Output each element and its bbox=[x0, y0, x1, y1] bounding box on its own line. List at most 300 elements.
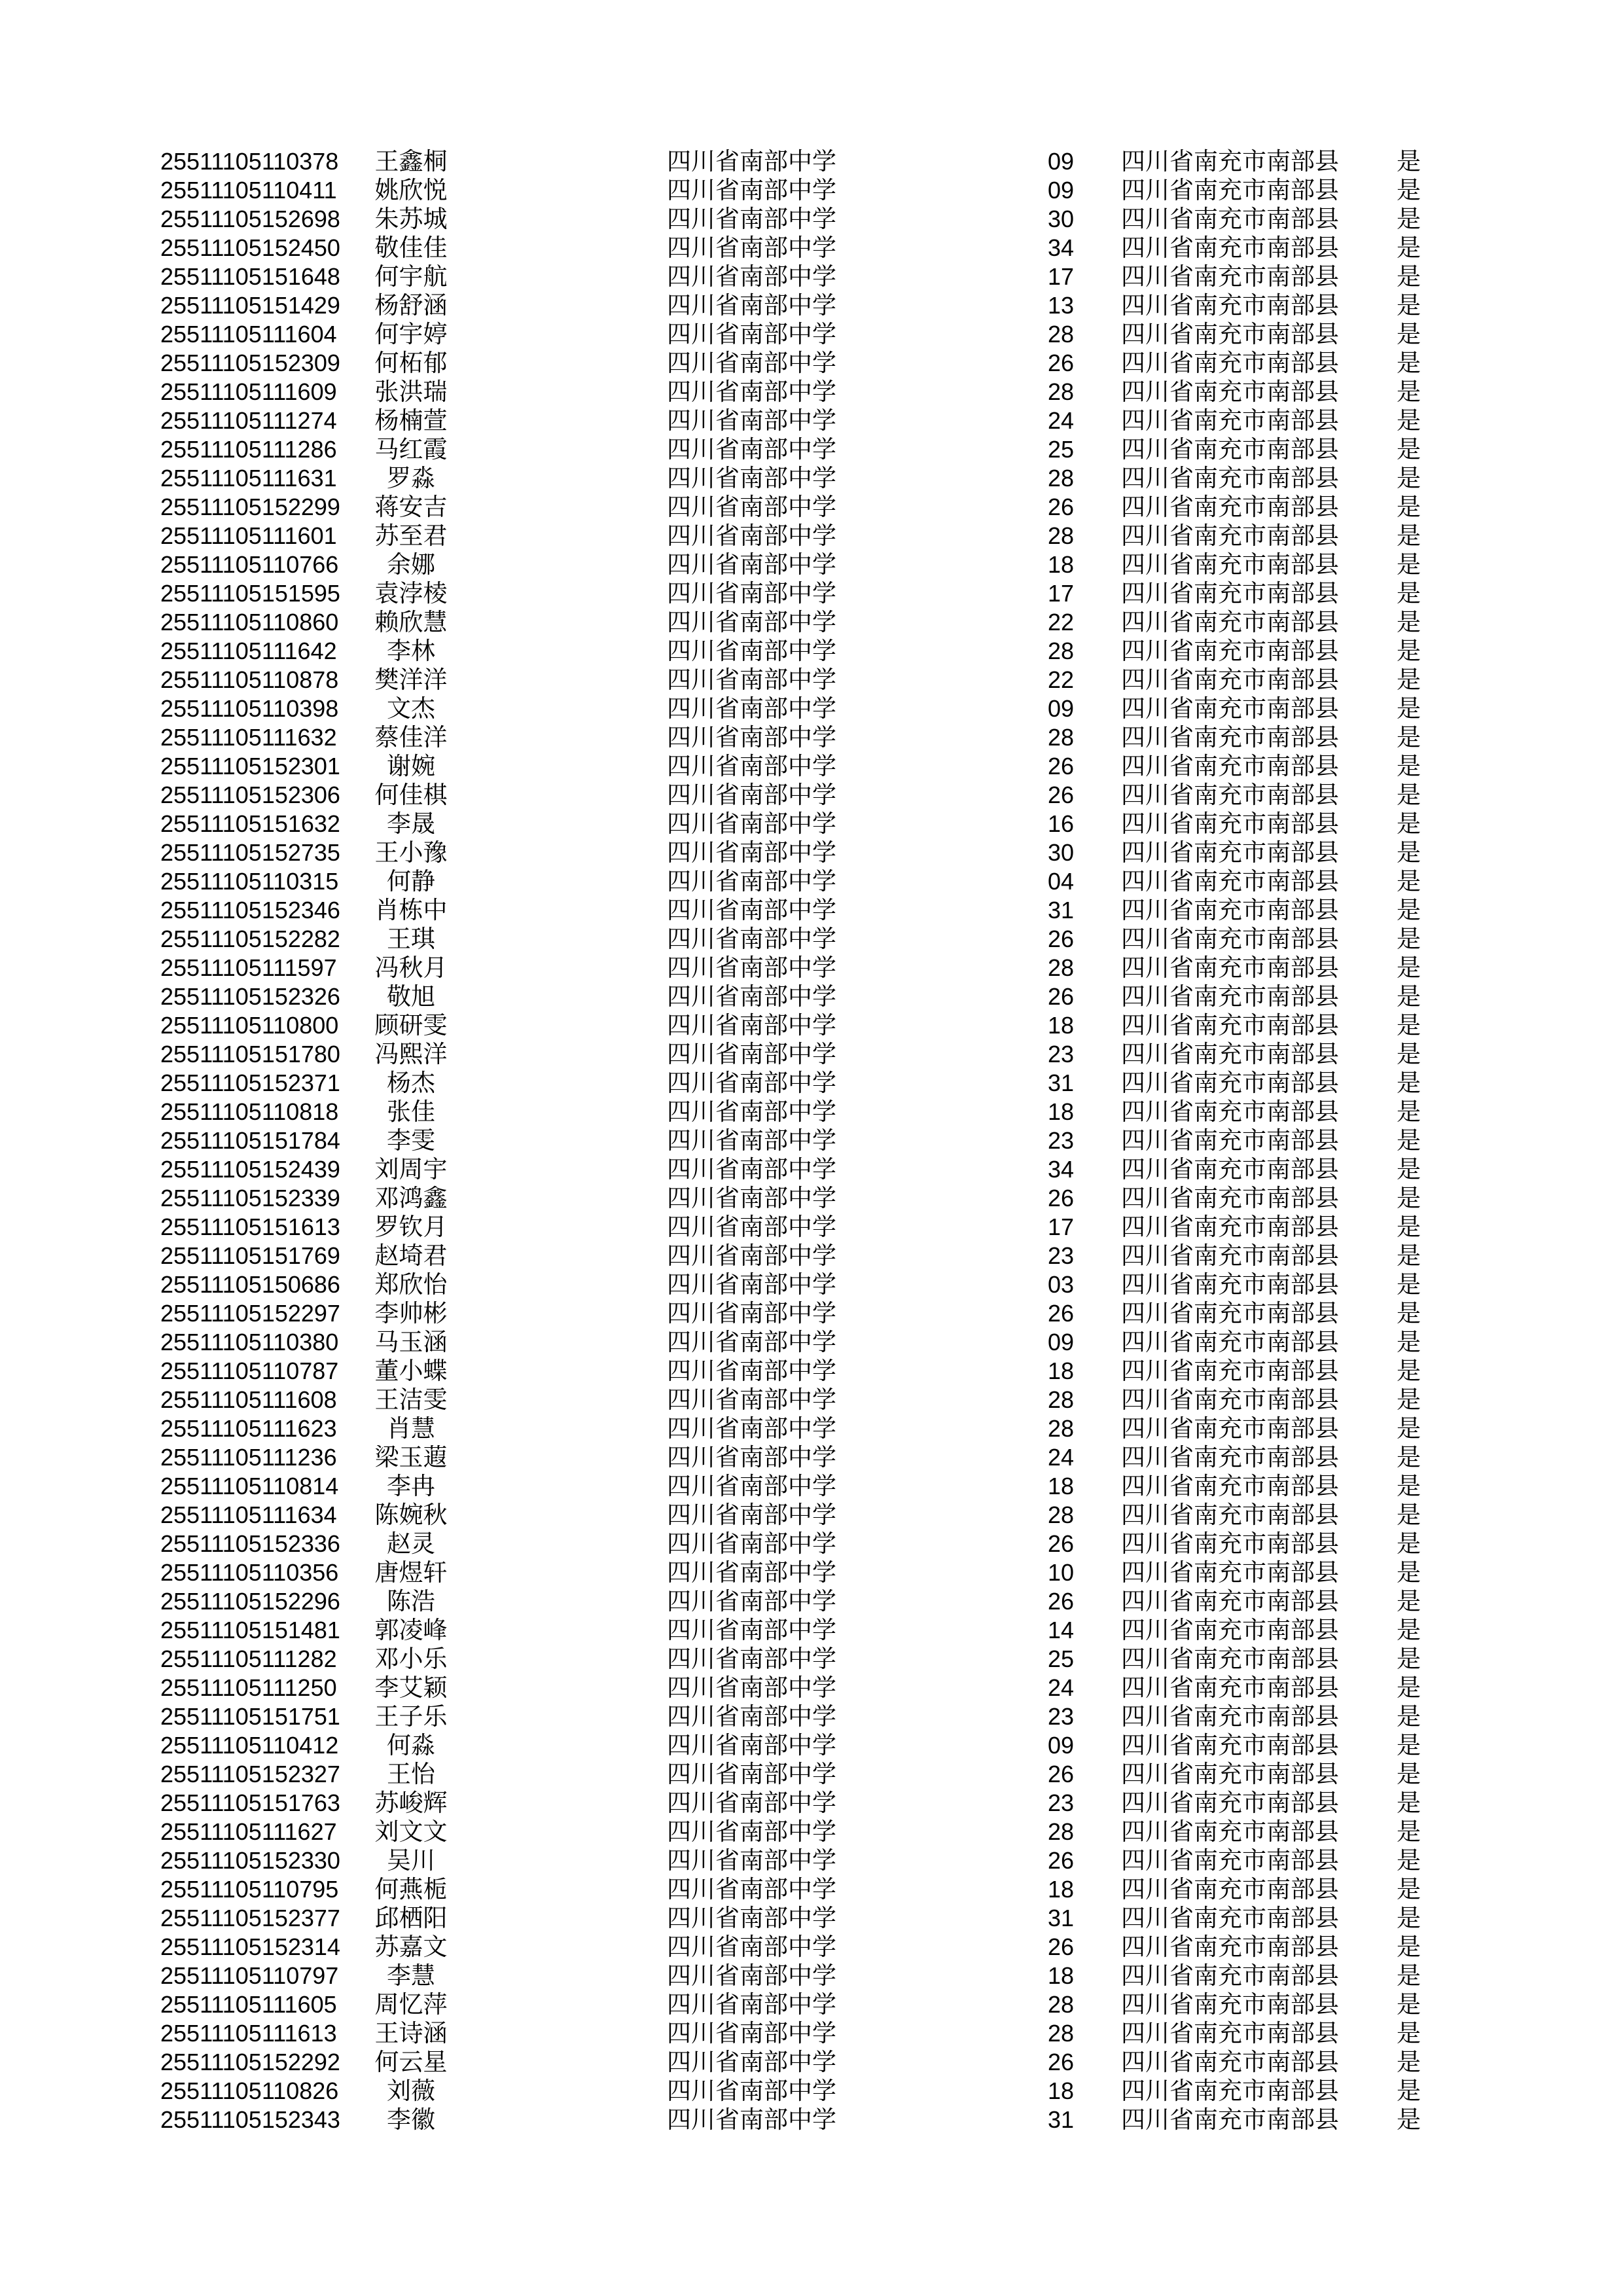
candidate-name: 赖欣慧 bbox=[374, 609, 448, 636]
candidate-id: 25511105110412 bbox=[160, 1732, 339, 1759]
school-name: 四川省南部中学 bbox=[667, 1127, 836, 1154]
school-name: 四川省南部中学 bbox=[667, 868, 836, 895]
school-name: 四川省南部中学 bbox=[667, 1271, 836, 1298]
confirm-flag: 是 bbox=[1397, 1501, 1421, 1528]
number: 28 bbox=[1047, 1415, 1075, 1442]
district-name: 四川省南充市南部县 bbox=[1121, 407, 1339, 434]
table-row bbox=[0, 925, 1623, 954]
candidate-id: 25511105110800 bbox=[160, 1012, 339, 1039]
district-name: 四川省南充市南部县 bbox=[1121, 1415, 1339, 1442]
number: 26 bbox=[1047, 1530, 1075, 1557]
candidate-name: 王子乐 bbox=[374, 1703, 448, 1730]
candidate-id: 25511105152309 bbox=[160, 350, 340, 376]
candidate-id: 25511105152297 bbox=[160, 1300, 340, 1327]
school-name: 四川省南部中学 bbox=[667, 1933, 836, 1960]
district-name: 四川省南充市南部县 bbox=[1121, 1242, 1339, 1269]
school-name: 四川省南部中学 bbox=[667, 1386, 836, 1413]
table-row bbox=[0, 1674, 1623, 1702]
school-name: 四川省南部中学 bbox=[667, 1156, 836, 1183]
table-row bbox=[0, 291, 1623, 320]
number: 09 bbox=[1047, 695, 1075, 722]
candidate-id: 25511105152327 bbox=[160, 1761, 340, 1787]
candidate-id: 25511105152306 bbox=[160, 781, 340, 808]
school-name: 四川省南部中学 bbox=[667, 148, 836, 175]
table-row bbox=[0, 1011, 1623, 1040]
table-row bbox=[0, 234, 1623, 262]
candidate-name: 姚欣悦 bbox=[374, 177, 448, 204]
number: 18 bbox=[1047, 1098, 1075, 1125]
candidate-id: 25511105110356 bbox=[160, 1559, 339, 1586]
district-name: 四川省南充市南部县 bbox=[1121, 1501, 1339, 1528]
school-name: 四川省南部中学 bbox=[667, 1415, 836, 1442]
number: 31 bbox=[1047, 1069, 1075, 1096]
table-row bbox=[0, 1472, 1623, 1501]
candidate-name: 何柘郁 bbox=[374, 350, 448, 376]
table-row bbox=[0, 1184, 1623, 1213]
confirm-flag: 是 bbox=[1397, 1559, 1421, 1586]
number: 09 bbox=[1047, 1329, 1075, 1355]
confirm-flag: 是 bbox=[1397, 1645, 1421, 1672]
school-name: 四川省南部中学 bbox=[667, 1962, 836, 1989]
school-name: 四川省南部中学 bbox=[667, 1645, 836, 1672]
school-name: 四川省南部中学 bbox=[667, 1847, 836, 1874]
table-row bbox=[0, 550, 1623, 579]
candidate-id: 25511105110814 bbox=[160, 1473, 339, 1499]
district-name: 四川省南充市南部县 bbox=[1121, 2020, 1339, 2047]
number: 26 bbox=[1047, 1933, 1075, 1960]
district-name: 四川省南充市南部县 bbox=[1121, 1473, 1339, 1499]
confirm-flag: 是 bbox=[1397, 1530, 1421, 1557]
candidate-name: 何宇航 bbox=[374, 263, 448, 290]
candidate-id: 25511105152282 bbox=[160, 925, 340, 952]
school-name: 四川省南部中学 bbox=[667, 1098, 836, 1125]
number: 26 bbox=[1047, 925, 1075, 952]
candidate-name: 何燕栀 bbox=[374, 1876, 448, 1903]
district-name: 四川省南充市南部县 bbox=[1121, 1703, 1339, 1730]
confirm-flag: 是 bbox=[1397, 350, 1421, 376]
confirm-flag: 是 bbox=[1397, 292, 1421, 319]
candidate-name: 杨舒涵 bbox=[374, 292, 448, 319]
confirm-flag: 是 bbox=[1397, 263, 1421, 290]
confirm-flag: 是 bbox=[1397, 983, 1421, 1010]
candidate-name: 陈浩 bbox=[387, 1588, 435, 1615]
number: 03 bbox=[1047, 1271, 1075, 1298]
school-name: 四川省南部中学 bbox=[667, 1991, 836, 2018]
district-name: 四川省南充市南部县 bbox=[1121, 1041, 1339, 1067]
confirm-flag: 是 bbox=[1397, 2077, 1421, 2104]
number: 25 bbox=[1047, 1645, 1075, 1672]
candidate-id: 25511105111597 bbox=[160, 954, 337, 981]
table-row bbox=[0, 262, 1623, 291]
candidate-name: 谢婉 bbox=[387, 753, 435, 780]
candidate-id: 25511105111605 bbox=[160, 1991, 337, 2018]
number: 23 bbox=[1047, 1789, 1075, 1816]
school-name: 四川省南部中学 bbox=[667, 609, 836, 636]
candidate-name: 肖慧 bbox=[387, 1415, 435, 1442]
confirm-flag: 是 bbox=[1397, 148, 1421, 175]
district-name: 四川省南充市南部县 bbox=[1121, 868, 1339, 895]
district-name: 四川省南充市南部县 bbox=[1121, 1761, 1339, 1787]
confirm-flag: 是 bbox=[1397, 1271, 1421, 1298]
confirm-flag: 是 bbox=[1397, 407, 1421, 434]
school-name: 四川省南部中学 bbox=[667, 1185, 836, 1211]
candidate-name: 刘文文 bbox=[374, 1818, 448, 1845]
table-row bbox=[0, 2106, 1623, 2134]
number: 25 bbox=[1047, 436, 1075, 463]
confirm-flag: 是 bbox=[1397, 810, 1421, 837]
confirm-flag: 是 bbox=[1397, 1069, 1421, 1096]
confirm-flag: 是 bbox=[1397, 954, 1421, 981]
candidate-id: 25511105110826 bbox=[160, 2077, 339, 2104]
candidate-id: 25511105152301 bbox=[160, 753, 340, 780]
number: 30 bbox=[1047, 839, 1075, 866]
table-row bbox=[0, 320, 1623, 349]
number: 13 bbox=[1047, 292, 1075, 319]
school-name: 四川省南部中学 bbox=[667, 292, 836, 319]
candidate-id: 25511105110818 bbox=[160, 1098, 339, 1125]
school-name: 四川省南部中学 bbox=[667, 1789, 836, 1816]
candidate-id: 25511105110795 bbox=[160, 1876, 339, 1903]
number: 26 bbox=[1047, 1300, 1075, 1327]
table-row bbox=[0, 493, 1623, 522]
school-name: 四川省南部中学 bbox=[667, 177, 836, 204]
district-name: 四川省南充市南部县 bbox=[1121, 263, 1339, 290]
confirm-flag: 是 bbox=[1397, 551, 1421, 578]
confirm-flag: 是 bbox=[1397, 465, 1421, 492]
candidate-name: 何淼 bbox=[387, 1732, 435, 1759]
district-name: 四川省南充市南部县 bbox=[1121, 1588, 1339, 1615]
confirm-flag: 是 bbox=[1397, 1357, 1421, 1384]
table-row bbox=[0, 954, 1623, 982]
candidate-name: 蒋安吉 bbox=[374, 493, 448, 520]
candidate-name: 唐煜轩 bbox=[374, 1559, 448, 1586]
school-name: 四川省南部中学 bbox=[667, 1674, 836, 1701]
district-name: 四川省南充市南部县 bbox=[1121, 897, 1339, 924]
table-row bbox=[0, 579, 1623, 608]
number: 28 bbox=[1047, 2020, 1075, 2047]
table-row bbox=[0, 435, 1623, 464]
candidate-id: 25511105110378 bbox=[160, 148, 339, 175]
school-name: 四川省南部中学 bbox=[667, 321, 836, 348]
table-row bbox=[0, 608, 1623, 637]
school-name: 四川省南部中学 bbox=[667, 580, 836, 607]
school-name: 四川省南部中学 bbox=[667, 1012, 836, 1039]
district-name: 四川省南充市南部县 bbox=[1121, 1962, 1339, 1989]
table-row bbox=[0, 1270, 1623, 1299]
candidate-name: 苏至君 bbox=[374, 522, 448, 549]
district-name: 四川省南充市南部县 bbox=[1121, 724, 1339, 751]
candidate-name: 李晟 bbox=[387, 810, 435, 837]
candidate-id: 25511105111609 bbox=[160, 378, 337, 405]
school-name: 四川省南部中学 bbox=[667, 522, 836, 549]
school-name: 四川省南部中学 bbox=[667, 1761, 836, 1787]
district-name: 四川省南充市南部县 bbox=[1121, 551, 1339, 578]
school-name: 四川省南部中学 bbox=[667, 1300, 836, 1327]
confirm-flag: 是 bbox=[1397, 436, 1421, 463]
confirm-flag: 是 bbox=[1397, 1386, 1421, 1413]
school-name: 四川省南部中学 bbox=[667, 1617, 836, 1643]
school-name: 四川省南部中学 bbox=[667, 1905, 836, 1931]
school-name: 四川省南部中学 bbox=[667, 1242, 836, 1269]
confirm-flag: 是 bbox=[1397, 1156, 1421, 1183]
candidate-name: 马玉涵 bbox=[374, 1329, 448, 1355]
school-name: 四川省南部中学 bbox=[667, 1703, 836, 1730]
number: 23 bbox=[1047, 1703, 1075, 1730]
candidate-list-sheet bbox=[0, 147, 1623, 2134]
table-row bbox=[0, 666, 1623, 694]
number: 28 bbox=[1047, 1991, 1075, 2018]
school-name: 四川省南部中学 bbox=[667, 695, 836, 722]
school-name: 四川省南部中学 bbox=[667, 839, 836, 866]
table-row bbox=[0, 1990, 1623, 2019]
school-name: 四川省南部中学 bbox=[667, 2077, 836, 2104]
candidate-id: 25511105152439 bbox=[160, 1156, 340, 1183]
district-name: 四川省南充市南部县 bbox=[1121, 1645, 1339, 1672]
number: 24 bbox=[1047, 1444, 1075, 1471]
table-row bbox=[0, 1846, 1623, 1875]
candidate-id: 25511105152735 bbox=[160, 839, 340, 866]
candidate-id: 25511105111632 bbox=[160, 724, 337, 751]
school-name: 四川省南部中学 bbox=[667, 1501, 836, 1528]
number: 18 bbox=[1047, 1473, 1075, 1499]
candidate-id: 25511105151648 bbox=[160, 263, 340, 290]
confirm-flag: 是 bbox=[1397, 1933, 1421, 1960]
candidate-id: 25511105110787 bbox=[160, 1357, 339, 1384]
candidate-id: 25511105111286 bbox=[160, 436, 337, 463]
school-name: 四川省南部中学 bbox=[667, 1444, 836, 1471]
district-name: 四川省南充市南部县 bbox=[1121, 206, 1339, 232]
candidate-id: 25511105111613 bbox=[160, 2020, 337, 2047]
confirm-flag: 是 bbox=[1397, 1127, 1421, 1154]
confirm-flag: 是 bbox=[1397, 1300, 1421, 1327]
confirm-flag: 是 bbox=[1397, 522, 1421, 549]
number: 26 bbox=[1047, 753, 1075, 780]
candidate-name: 刘薇 bbox=[387, 2077, 435, 2104]
table-row bbox=[0, 982, 1623, 1011]
candidate-name: 朱苏城 bbox=[374, 206, 448, 232]
district-name: 四川省南充市南部县 bbox=[1121, 1012, 1339, 1039]
candidate-name: 杨楠萱 bbox=[374, 407, 448, 434]
district-name: 四川省南充市南部县 bbox=[1121, 1300, 1339, 1327]
table-row bbox=[0, 176, 1623, 205]
number: 28 bbox=[1047, 1818, 1075, 1845]
school-name: 四川省南部中学 bbox=[667, 1069, 836, 1096]
school-name: 四川省南部中学 bbox=[667, 551, 836, 578]
number: 26 bbox=[1047, 1847, 1075, 1874]
candidate-name: 顾研雯 bbox=[374, 1012, 448, 1039]
table-row bbox=[0, 522, 1623, 550]
candidate-name: 周忆萍 bbox=[374, 1991, 448, 2018]
number: 28 bbox=[1047, 724, 1075, 751]
table-row bbox=[0, 1962, 1623, 1990]
number: 26 bbox=[1047, 983, 1075, 1010]
number: 26 bbox=[1047, 350, 1075, 376]
candidate-id: 25511105110766 bbox=[160, 551, 339, 578]
table-row bbox=[0, 1443, 1623, 1472]
table-row bbox=[0, 1299, 1623, 1328]
table-row bbox=[0, 1904, 1623, 1933]
school-name: 四川省南部中学 bbox=[667, 1473, 836, 1499]
candidate-id: 25511105110315 bbox=[160, 868, 339, 895]
school-name: 四川省南部中学 bbox=[667, 925, 836, 952]
number: 28 bbox=[1047, 637, 1075, 664]
number: 23 bbox=[1047, 1127, 1075, 1154]
candidate-name: 何宇婷 bbox=[374, 321, 448, 348]
number: 26 bbox=[1047, 1761, 1075, 1787]
candidate-id: 25511105110878 bbox=[160, 666, 339, 693]
district-name: 四川省南充市南部县 bbox=[1121, 177, 1339, 204]
candidate-id: 25511105111604 bbox=[160, 321, 337, 348]
table-row bbox=[0, 2048, 1623, 2077]
candidate-name: 罗淼 bbox=[387, 465, 435, 492]
candidate-id: 25511105152698 bbox=[160, 206, 340, 232]
candidate-id: 25511105151751 bbox=[160, 1703, 340, 1730]
candidate-id: 25511105111631 bbox=[160, 465, 337, 492]
confirm-flag: 是 bbox=[1397, 666, 1421, 693]
district-name: 四川省南充市南部县 bbox=[1121, 1530, 1339, 1557]
candidate-id: 25511105152377 bbox=[160, 1905, 340, 1931]
candidate-id: 25511105151763 bbox=[160, 1789, 340, 1816]
candidate-name: 郭凌峰 bbox=[374, 1617, 448, 1643]
confirm-flag: 是 bbox=[1397, 1674, 1421, 1701]
candidate-id: 25511105151595 bbox=[160, 580, 340, 607]
number: 18 bbox=[1047, 2077, 1075, 2104]
district-name: 四川省南充市南部县 bbox=[1121, 1098, 1339, 1125]
number: 22 bbox=[1047, 609, 1075, 636]
district-name: 四川省南充市南部县 bbox=[1121, 321, 1339, 348]
number: 26 bbox=[1047, 493, 1075, 520]
school-name: 四川省南部中学 bbox=[667, 810, 836, 837]
number: 22 bbox=[1047, 666, 1075, 693]
district-name: 四川省南充市南部县 bbox=[1121, 148, 1339, 175]
school-name: 四川省南部中学 bbox=[667, 954, 836, 981]
number: 09 bbox=[1047, 1732, 1075, 1759]
table-row bbox=[0, 1155, 1623, 1184]
candidate-id: 25511105110797 bbox=[160, 1962, 339, 1989]
district-name: 四川省南充市南部县 bbox=[1121, 1444, 1339, 1471]
candidate-id: 25511105111236 bbox=[160, 1444, 337, 1471]
candidate-id: 25511105152314 bbox=[160, 1933, 340, 1960]
school-name: 四川省南部中学 bbox=[667, 1357, 836, 1384]
candidate-id: 25511105152346 bbox=[160, 897, 340, 924]
table-row bbox=[0, 1760, 1623, 1789]
candidate-id: 25511105152330 bbox=[160, 1847, 340, 1874]
candidate-name: 李艾颖 bbox=[374, 1674, 448, 1701]
number: 26 bbox=[1047, 1185, 1075, 1211]
district-name: 四川省南充市南部县 bbox=[1121, 1185, 1339, 1211]
table-row bbox=[0, 2077, 1623, 2106]
confirm-flag: 是 bbox=[1397, 580, 1421, 607]
district-name: 四川省南充市南部县 bbox=[1121, 1329, 1339, 1355]
candidate-name: 文杰 bbox=[387, 695, 435, 722]
table-row bbox=[0, 1789, 1623, 1818]
district-name: 四川省南充市南部县 bbox=[1121, 1847, 1339, 1874]
candidate-id: 25511105111634 bbox=[160, 1501, 337, 1528]
district-name: 四川省南充市南部县 bbox=[1121, 522, 1339, 549]
candidate-id: 25511105152371 bbox=[160, 1069, 340, 1096]
confirm-flag: 是 bbox=[1397, 493, 1421, 520]
confirm-flag: 是 bbox=[1397, 1732, 1421, 1759]
table-row bbox=[0, 378, 1623, 406]
school-name: 四川省南部中学 bbox=[667, 1530, 836, 1557]
number: 34 bbox=[1047, 234, 1075, 261]
candidate-id: 25511105151780 bbox=[160, 1041, 340, 1067]
confirm-flag: 是 bbox=[1397, 1473, 1421, 1499]
table-row bbox=[0, 1731, 1623, 1760]
confirm-flag: 是 bbox=[1397, 234, 1421, 261]
candidate-name: 李雯 bbox=[387, 1127, 435, 1154]
number: 28 bbox=[1047, 1501, 1075, 1528]
number: 26 bbox=[1047, 1588, 1075, 1615]
candidate-id: 25511105151632 bbox=[160, 810, 340, 837]
district-name: 四川省南充市南部县 bbox=[1121, 1905, 1339, 1931]
confirm-flag: 是 bbox=[1397, 839, 1421, 866]
candidate-name: 王琪 bbox=[387, 925, 435, 952]
number: 04 bbox=[1047, 868, 1075, 895]
table-row bbox=[0, 1098, 1623, 1126]
number: 17 bbox=[1047, 580, 1075, 607]
candidate-name: 李徽 bbox=[387, 2106, 435, 2133]
table-row bbox=[0, 810, 1623, 838]
table-row bbox=[0, 867, 1623, 896]
school-name: 四川省南部中学 bbox=[667, 1876, 836, 1903]
confirm-flag: 是 bbox=[1397, 1703, 1421, 1730]
school-name: 四川省南部中学 bbox=[667, 1041, 836, 1067]
candidate-name: 王诗涵 bbox=[374, 2020, 448, 2047]
candidate-name: 赵灵 bbox=[387, 1530, 435, 1557]
candidate-name: 马红霞 bbox=[374, 436, 448, 463]
candidate-id: 25511105111282 bbox=[160, 1645, 337, 1672]
candidate-id: 25511105110380 bbox=[160, 1329, 339, 1355]
table-row bbox=[0, 637, 1623, 666]
candidate-name: 李帅彬 bbox=[374, 1300, 448, 1327]
confirm-flag: 是 bbox=[1397, 925, 1421, 952]
confirm-flag: 是 bbox=[1397, 1012, 1421, 1039]
confirm-flag: 是 bbox=[1397, 2020, 1421, 2047]
number: 14 bbox=[1047, 1617, 1075, 1643]
district-name: 四川省南充市南部县 bbox=[1121, 1818, 1339, 1845]
district-name: 四川省南充市南部县 bbox=[1121, 1213, 1339, 1240]
table-row bbox=[0, 1875, 1623, 1904]
school-name: 四川省南部中学 bbox=[667, 897, 836, 924]
number: 10 bbox=[1047, 1559, 1075, 1586]
candidate-id: 25511105152296 bbox=[160, 1588, 340, 1615]
candidate-id: 25511105110411 bbox=[160, 177, 337, 204]
candidate-name: 张洪瑞 bbox=[374, 378, 448, 405]
table-row bbox=[0, 1933, 1623, 1962]
table-row bbox=[0, 1818, 1623, 1846]
candidate-name: 何静 bbox=[387, 868, 435, 895]
candidate-id: 25511105152450 bbox=[160, 234, 340, 261]
number: 28 bbox=[1047, 378, 1075, 405]
school-name: 四川省南部中学 bbox=[667, 1818, 836, 1845]
table-row bbox=[0, 1702, 1623, 1731]
table-row bbox=[0, 1126, 1623, 1155]
district-name: 四川省南充市南部县 bbox=[1121, 810, 1339, 837]
number: 18 bbox=[1047, 1012, 1075, 1039]
confirm-flag: 是 bbox=[1397, 781, 1421, 808]
number: 17 bbox=[1047, 263, 1075, 290]
candidate-name: 王怡 bbox=[387, 1761, 435, 1787]
school-name: 四川省南部中学 bbox=[667, 407, 836, 434]
confirm-flag: 是 bbox=[1397, 1789, 1421, 1816]
candidate-name: 赵埼君 bbox=[374, 1242, 448, 1269]
confirm-flag: 是 bbox=[1397, 753, 1421, 780]
district-name: 四川省南充市南部县 bbox=[1121, 954, 1339, 981]
school-name: 四川省南部中学 bbox=[667, 2049, 836, 2075]
candidate-name: 冯熙洋 bbox=[374, 1041, 448, 1067]
confirm-flag: 是 bbox=[1397, 868, 1421, 895]
